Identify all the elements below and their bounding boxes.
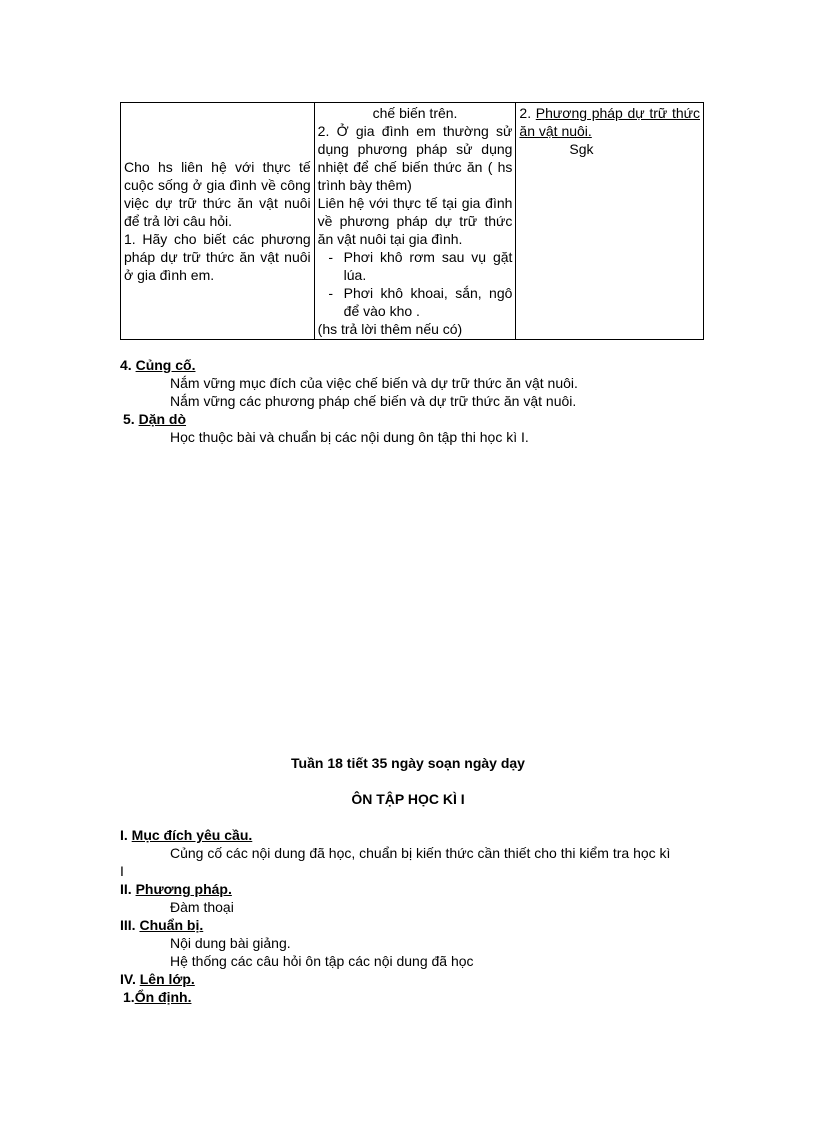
list-item-text: Phơi khô khoai, sắn, ngô để vào kho . bbox=[343, 285, 513, 319]
part-2 bbox=[120, 880, 720, 916]
part-1-heading bbox=[120, 826, 700, 844]
content-cell bbox=[516, 103, 704, 340]
section-title: Dặn dò bbox=[138, 411, 187, 427]
part-title: Phương pháp. bbox=[135, 881, 232, 897]
relate-text: Liên hệ với thực tế tại gia đình về phương pháp dự trữ thức ăn vật nuôi tại gia đình. bbox=[317, 195, 513, 247]
part-4-1-heading bbox=[123, 988, 723, 1006]
table-row bbox=[121, 103, 704, 340]
lesson-title: ÔN TẬP HỌC KÌ I bbox=[351, 791, 465, 807]
intro-text: Cho hs liên hệ với thực tế cuộc sống ở gia đình về công việc dự trữ thức ăn vật nuôi để trả lời câu hỏi. bbox=[124, 159, 311, 229]
part-line: Củng cố các nội dung đã học, chuẩn bị kiến thức cần thiết cho thi kiểm tra học kì bbox=[170, 845, 671, 861]
part-4-heading bbox=[120, 970, 720, 988]
content-heading-text: Phương pháp dự trữ thức ăn vật nuôi. bbox=[519, 105, 700, 139]
part-number: 1. bbox=[123, 989, 135, 1005]
section-line: Nắm vững các phương pháp chế biến và dự trữ thức ăn vật nuôi. bbox=[170, 393, 577, 409]
part-title: Mục đích yêu cầu. bbox=[131, 827, 253, 843]
note-text: (hs trả lời thêm nếu có) bbox=[317, 321, 463, 337]
list-item bbox=[318, 284, 513, 320]
part-number: IV. bbox=[120, 971, 136, 987]
part-line: Hệ thống các câu hỏi ôn tập các nội dung đã học bbox=[170, 953, 474, 969]
section-5-heading bbox=[123, 410, 723, 428]
content-heading bbox=[519, 104, 700, 140]
part-number: I. bbox=[120, 827, 128, 843]
section-number: 5. bbox=[123, 411, 135, 427]
part-4 bbox=[120, 970, 720, 988]
student-activity-cell bbox=[314, 103, 516, 340]
part-1 bbox=[120, 826, 700, 880]
reference-text: Sgk bbox=[569, 141, 594, 157]
part-title: Ổn định. bbox=[134, 989, 192, 1005]
part-line: Nội dung bài giảng. bbox=[170, 935, 291, 951]
dash-bullet: - bbox=[328, 285, 333, 301]
part-2-heading bbox=[120, 880, 720, 898]
part-number: II. bbox=[120, 881, 132, 897]
part-title: Chuẩn bị. bbox=[139, 917, 204, 933]
part-3 bbox=[120, 916, 720, 970]
part-4-1 bbox=[123, 988, 723, 1006]
section-line: Học thuộc bài và chuẩn bị các nội dung ôn tập thi học kì I. bbox=[170, 429, 529, 445]
teacher-activity-cell bbox=[121, 103, 315, 340]
content-heading-number: 2. bbox=[519, 105, 532, 121]
section-number: 4. bbox=[120, 357, 132, 373]
section-title: Củng cố. bbox=[135, 357, 196, 373]
question-text: 1. Hãy cho biết các phương pháp dự trữ thức ăn vật nuôi ở gia đình em. bbox=[124, 231, 311, 283]
section-4-heading bbox=[120, 356, 720, 374]
section-line: Nắm vững mục đích của việc chế biến và dự trữ thức ăn vật nuôi. bbox=[170, 375, 578, 391]
section-4 bbox=[120, 356, 720, 410]
section-5 bbox=[123, 410, 723, 446]
dash-bullet: - bbox=[328, 249, 333, 265]
continued-line: chế biến trên. bbox=[372, 105, 458, 121]
part-line: Đàm thoại bbox=[170, 899, 234, 915]
list-item-text: Phơi khô rơm sau vụ gặt lúa. bbox=[343, 249, 513, 283]
lesson-table bbox=[120, 102, 704, 340]
part-line: I bbox=[120, 863, 124, 879]
part-number: III. bbox=[120, 917, 136, 933]
spacer bbox=[124, 104, 311, 158]
question-2-text: 2. Ở gia đình em thường sử dụng phương pháp sử dụng nhiệt để chế biến thức ăn ( hs trình bày thêm) bbox=[317, 123, 513, 193]
part-title: Lên lớp. bbox=[139, 971, 195, 987]
part-3-heading bbox=[120, 916, 720, 934]
list-item bbox=[318, 248, 513, 284]
week-line: Tuần 18 tiết 35 ngày soạn ngày dạy bbox=[291, 755, 525, 771]
